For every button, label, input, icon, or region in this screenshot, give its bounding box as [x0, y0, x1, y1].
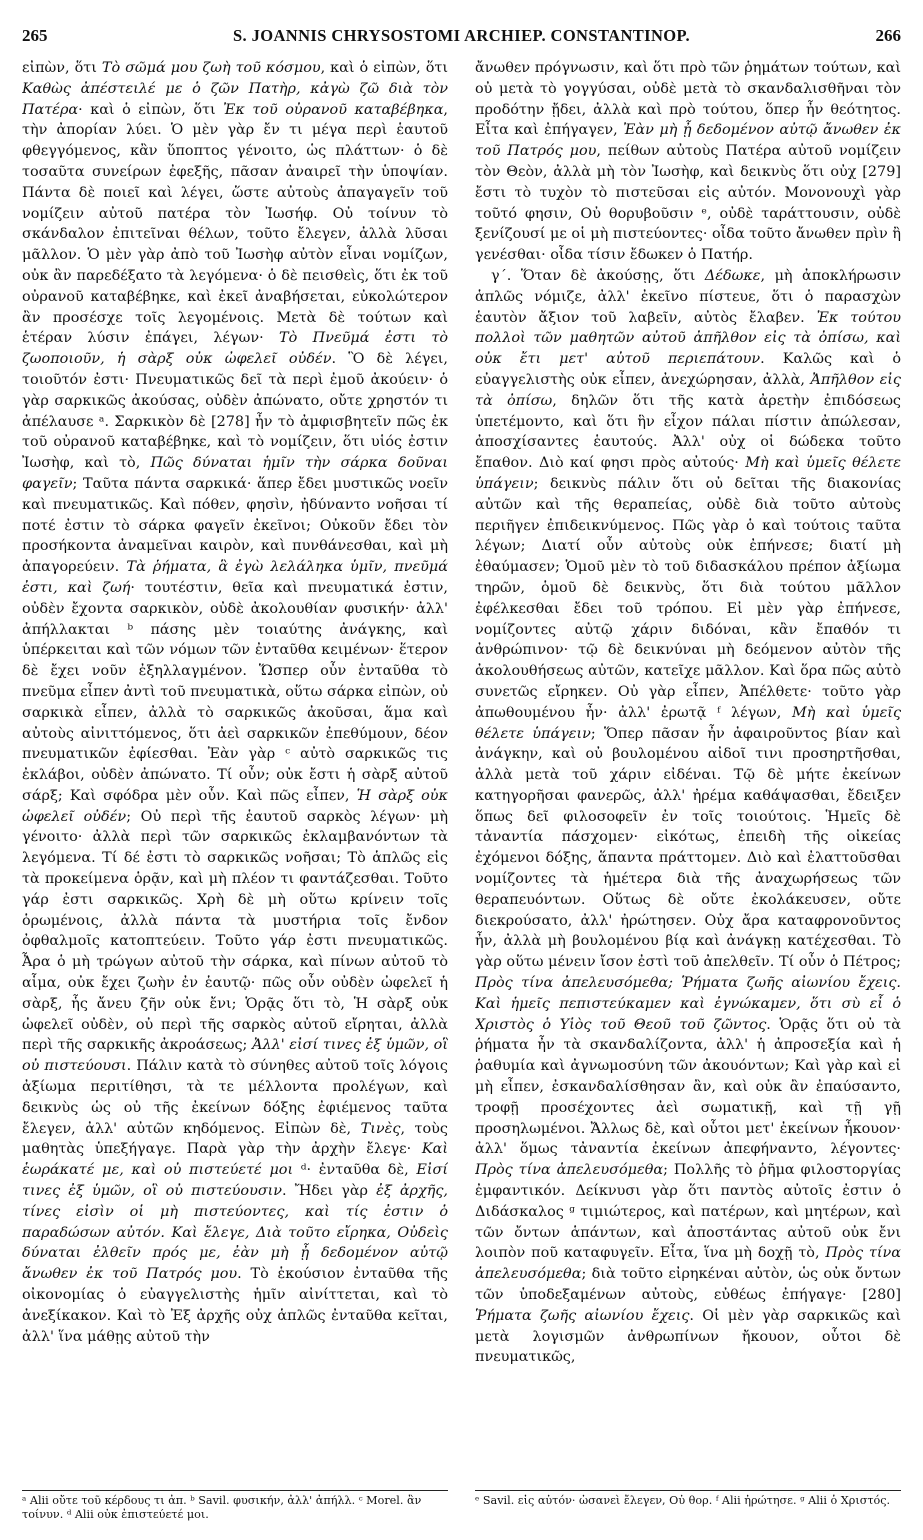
- text-run: . Καλῶς καὶ ὁ εὐαγγελιστὴς οὐκ εἶπεν, ἀνεχώρησαν, ἀλλὰ,: [475, 351, 901, 388]
- text-run: , τὴν ἀπορίαν λύει. Ὁ μὲν γὰρ ἔν τι μέγα περὶ ἑαυτοῦ φθεγγόμενος, κἂν ὕποπτος γένοιτο, ὡς πλάττων· ὁ δὲ τοσαῦτα συνείρων ἐφεξῆς, πᾶσαν ἀναιρεῖ τὴν ὑποψίαν. Πάντα δὲ ποιεῖ καὶ λέγει, ὥστε αὐτοὺς ἀπαγαγεῖν τοῦ νομίζειν αὐτοῦ πατέρα τὸν Ἰωσήφ. Οὐ τοίνυν τὸ σκάνδαλον ἐπιτεῖναι θέλων, τοῦτο ἔλεγεν, ἀλλὰ λῦσαι μᾶλλον. Ὁ μὲν γὰρ ἀπὸ τοῦ Ἰωσὴφ αὐτὸν εἶναι νομίζων, οὐκ ἂν παρεδέξατο τὰ λεγόμενα· ὁ δὲ πεισθεὶς, ὅτι ἐκ τοῦ οὐρανοῦ καταβέβηκε, καὶ ἐκεῖ ἀναβήσεται, εὐκολώτερον ἂν προσέσχε τοῖς λεγομένοις. Μετὰ δὲ τούτων καὶ ἑτέραν λύσιν ἐπάγει, λέγων·: [22, 101, 448, 347]
- text-run: . Ὃ δὲ λέγει, τοιοῦτόν ἐστι· Πνευματικῶς δεῖ τὰ περὶ ἐμοῦ ἀκούειν· ὁ γὰρ σαρκικῶς ἀκούσας, οὐδὲν ἀπώνατο, οὔτε χρηστόν τι ἀπέλαυσε ᵃ. Σαρκικὸν δὲ [278] ἦν τὸ ἀμφισβητεῖν πῶς ἐκ τοῦ οὐρανοῦ καταβέβηκε, καὶ τὸ νομίζειν, ὅτι υἱός ἐστιν Ἰωσὴφ, καὶ τὸ,: [22, 351, 448, 472]
- paragraph: [22, 58, 448, 1347]
- two-column-body: [22, 58, 901, 1533]
- text-run: , καὶ ὁ εἰπὼν, ὅτι: [320, 60, 448, 76]
- scripture-quote: Δέδωκε: [704, 267, 761, 284]
- footnote: ᵉ Savil. εἰς αὐτόν· ὡσανεὶ ἔλεγεν, Οὐ θορ. ᶠ Alii ἠρώτησε. ᵍ Alii ὁ Χριστός.: [475, 1494, 891, 1507]
- text-run: , τοὺς μαθητὰς ὑπεξήγαγε. Παρὰ γὰρ τὴν ἀρχὴν ἔλεγε·: [22, 1120, 448, 1158]
- text-run: · τουτέστιν, θεῖα καὶ πνευματικά ἐστιν, οὐδὲν ἔχοντα σαρκικὸν, οὐδὲ ἀκολουθίαν φυσικήν· ἀλλ' ἀπήλλακται ᵇ πάσης μὲν τοιαύτης ἀνάγκης, καὶ ὑπέρκειται καὶ τῶν νόμων τῶν ἐνταῦθα κειμένων· ἕτερον δὲ ἔχει νοῦν ἐξηλλαγμένον. Ὥσπερ οὖν ἐνταῦθα τὸ πνεῦμα εἶπεν ἀντὶ τοῦ πνευματικὰ, οὕτω σάρκα εἰπὼν, οὐ σαρκικὰ εἶπεν, ἀλλὰ τὸ σαρκικῶς ἀκοῦσαι, ἅμα καὶ αὐτοὺς αἰνιττόμενος, ὅτι ἀεὶ σαρκικῶν ἐπεθύμουν, δέον πνευματικῶν ἐφίεσθαι. Ἐὰν γὰρ ᶜ αὐτὸ σαρκικῶς τις ἐκλάβοι, οὐδὲν ἀπώνατο. Τί οὖν; οὐκ ἔστι ἡ σὰρξ αὐτοῦ σάρξ; Καὶ σφόδρα μὲν οὖν. Καὶ πῶς εἶπεν,: [22, 579, 448, 804]
- text-run: . Οἱ μὲν γὰρ σαρκικῶς καὶ μετὰ λογισμῶν ἀνθρωπίνων ἤκουον, οὗτοι δὲ πνευματικῶς,: [475, 1307, 901, 1366]
- scripture-quote: Ῥήματα ζωῆς αἰωνίου ἔχεις: [475, 1307, 690, 1324]
- scripture-quote: Πῶς δύναται ἡμῖν τὴν σάρκα δοῦναι φαγεῖν: [22, 455, 448, 492]
- text-run: ; δεικνὺς πάλιν ὅτι οὐ δεῖται τῆς διακονίας αὐτῶν καὶ τῆς θεραπείας, οὐδὲ διὰ τοῦτο αὐτοὺς περιῆγεν ἐπιδεικνύμενος. Πῶς γὰρ ὁ καὶ τούτοις ταῦτα λέγων; Διατί οὖν αὐτοὺς οὐκ ἐπήνεσε; διατί μὴ ἐθαύμασεν; Ὁμοῦ μὲν τὸ τοῦ διδασκάλου πρέπον ἀξίωμα τηρῶν, ὁμοῦ δὲ δεικνὺς, ὅτι διὰ τούτου μᾶλλον ἐφέλκεσθαι ἔδει τοῦ τρόπου. Εἰ μὲν γὰρ ἐπήνεσε, νομίζοντες αὐτῷ χάριν διδόναι, κἂν ἔπαθόν τι ἀνθρώπινον· τῷ δὲ δεικνύναι μὴ δεόμενον αὐτὸν τῆς ἀκολουθήσεως αὐτῶν, κατεῖχε μᾶλλον. Καὶ ὅρα πῶς αὐτὸ συνετῶς εἴρηκεν. Οὐ γὰρ εἶπεν, Ἀπέλθετε· τοῦτο γὰρ ἀπωθουμένου ἦν· ἀλλ' ἐρωτᾷ ᶠ λέγων,: [475, 475, 901, 721]
- scripture-quote: Πρὸς τίνα ἀπελευσόμεθα: [475, 1245, 901, 1283]
- left-column: [22, 58, 448, 1533]
- left-footnotes: [22, 1490, 448, 1522]
- text-run: ; Ταῦτα πάντα σαρκικά· ἅπερ ἔδει μυστικῶς νοεῖν καὶ πνευματικῶς. Καὶ πόθεν, φησὶν, ἠδύναντο νοῆσαι τί ποτέ ἐστιν τὸ σάρκα φαγεῖν ἐκεῖνοι; Οὐκοῦν ἔδει τὸν προσήκοντα ἀναμεῖναι καιρὸν, καὶ πυνθάνεσθαι, καὶ μὴ ἀπαγορεύειν.: [22, 475, 448, 576]
- scripture-quote: Ἡ σὰρξ οὐκ ὠφελεῖ οὐδέν: [22, 787, 448, 825]
- right-column: [475, 58, 901, 1533]
- scripture-quote: ἐξ ἀρχῆς, τίνες εἰσὶν οἱ μὴ πιστεύοντες, καὶ τίς ἐστιν ὁ παραδώσων αὐτόν. Καὶ ἔλεγε, Διὰ τοῦτο εἴρηκα, Οὐδεὶς δύναται ἐλθεῖν πρός με, ἐὰν μὴ ᾖ δεδομένον αὐτῷ ἄνωθεν ἐκ τοῦ Πατρός μου: [22, 1183, 448, 1283]
- text-run: εἰπὼν, ὅτι: [22, 60, 102, 76]
- scripture-quote: Ἐὰν μὴ ᾖ δεδομένον αὐτῷ ἄνωθεν ἐκ τοῦ Πατρός μου: [475, 122, 901, 160]
- scripture-quote: Ἐκ τούτου πολλοὶ τῶν μαθητῶν αὐτοῦ ἀπῆλθον εἰς τὰ ὀπίσω, καὶ οὐκ ἔτι μετ' αὐτοῦ περιεπάτουν: [475, 309, 901, 368]
- text-run: ; Ὅπερ πᾶσαν ἦν ἀφαιροῦντος βίαν καὶ ἀνάγκην, καὶ οὐ βουλομένου αἰδοῖ τινι προσηρτῆσθαι, ἀλλὰ μετὰ τοῦ χάριν εἰδέναι. Τῷ δὲ μήτε ἐκείνων κατηγορῆσαι φανερῶς, ἀλλ' ἠρέμα καθάψασθαι, ἔδειξεν ὅπως δεῖ φιλοσοφεῖν ἐν τοῖς τοιούτοις. Ἡμεῖς δὲ τἀναντία πάσχομεν· εἰκότως, ἐπειδὴ τῆς οἰκείας ἐχόμενοι δόξης, ἅπαντα πράττομεν. Διὸ καὶ ἐλαττοῦσθαι νομίζοντες τὰ ἡμέτερα διὰ τῆς ἀναχωρήσεως τῶν θεραπευόντων. Οὕτως δὲ οὔτε ἐκολάκευσεν, οὔτε διεκρούσατο, ἀλλ' ἠρώτησεν. Οὐχ ἄρα καταφρονοῦντος ἦν, ἀλλὰ μὴ βουλομένου βίᾳ καὶ ἀνάγκῃ κατέχεσθαι. Τὸ γὰρ οὕτω μένειν ἴσον ἐστὶ τοῦ ἀπελθεῖν. Τί οὖν ὁ Πέτρος;: [475, 725, 901, 971]
- text-run: . Τὸ ἑκούσιον ἐνταῦθα τῆς οἰκονομίας ὁ εὐαγγελιστὴς ἡμῖν αἰνίττεται, καὶ τὸ ἀνεξίκακον. Καὶ τὸ Ἐξ ἀρχῆς οὐχ ἁπλῶς ἐνταῦθα κεῖται, ἀλλ' ἵνα μάθῃς αὐτοῦ τὴν: [22, 1266, 448, 1345]
- scripture-quote: Μὴ καὶ ὑμεῖς θέλετε ὑπάγειν: [475, 704, 901, 742]
- running-title: S. JOANNIS CHRYSOSTOMI ARCHIEP. CONSTANTINOP.: [232, 26, 691, 45]
- left-column-text: [22, 58, 448, 1490]
- text-run: γ΄. Ὅταν δὲ ἀκούσῃς, ὅτι: [491, 267, 705, 284]
- text-run: , μὴ ἀποκλήρωσιν ἁπλῶς νόμιζε, ἀλλ' ἐκεῖνο πίστευε, ὅτι ὁ παρασχὼν ἑαυτὸν ἄξιον τοῦ λαβεῖν, αὐτὸς ἔλαβεν.: [475, 267, 901, 326]
- text-run: . Ἤδει γὰρ: [282, 1183, 377, 1200]
- scripture-quote: Ἀλλ' εἰσί τινες ἐξ ὑμῶν, οἳ οὐ πιστεύουσι: [22, 1037, 448, 1075]
- paragraph: [475, 266, 901, 1368]
- text-run: ᵈ· ἐνταῦθα δὲ,: [293, 1162, 417, 1179]
- paragraph: [475, 58, 901, 266]
- scripture-quote: Μὴ καὶ ὑμεῖς θέλετε ὑπάγειν: [475, 455, 901, 492]
- scripture-quote: Τινὲς: [360, 1120, 401, 1137]
- text-run: ; διὰ τοῦτο εἰρηκέναι αὐτὸν, ὡς οὐκ ὄντων τῶν ὑποδεξαμένων αὐτοὺς, εὐθέως ἐπήγαγε· [280]: [475, 1266, 901, 1304]
- scripture-quote: Τὸ σῶμά μου ζωὴ τοῦ κόσμου: [101, 60, 321, 76]
- right-column-text: [475, 58, 901, 1490]
- scripture-quote: Εἰσί τινες ἐξ ὑμῶν, οἳ οὐ πιστεύουσιν: [22, 1162, 448, 1200]
- scripture-quote: Τὸ Πνεῦμά ἐστι τὸ ζωοποιοῦν, ἡ σὰρξ οὐκ ὠφελεῖ οὐδέν: [22, 330, 448, 368]
- page-number-left: 265: [22, 26, 48, 45]
- scripture-quote: Καθὼς ἀπέστειλέ με ὁ ζῶν Πατὴρ, κἀγὼ ζῶ διὰ τὸν Πατέρα: [22, 80, 448, 118]
- scripture-quote: Πρὸς τίνα ἀπελευσόμεθα; Ῥήματα ζωῆς αἰωνίου ἔχεις. Καὶ ἡμεῖς πεπιστεύκαμεν καὶ ἐγνώκαμεν, ὅτι σὺ εἶ ὁ Χριστὸς ὁ Υἱὸς τοῦ Θεοῦ τοῦ ζῶντος: [475, 975, 901, 1033]
- running-header: [22, 26, 901, 50]
- scripture-quote: Τὰ ῥήματα, ἃ ἐγὼ λελάληκα ὑμῖν, πνεῦμά ἐστι, καὶ ζωή: [22, 559, 448, 596]
- text-run: . Πάλιν κατὰ τὸ σύνηθες αὐτοῦ τοῖς λόγοις ἀξίωμα περιτίθησι, τὰ τε μέλλοντα προλέγων, καὶ δεικνὺς ὡς οὐ τῆς ἐκείνων δόξης ἐφιέμενος ταῦτα ἔλεγεν, ἀλλ' αὐτῶν κηδόμενος. Εἰπὼν δὲ,: [22, 1058, 448, 1137]
- text-run: ; Οὐ περὶ τῆς ἑαυτοῦ σαρκὸς λέγων· μὴ γένοιτο· ἀλλὰ περὶ τῶν σαρκικῶς ἐκλαμβανόντων τὰ λεγόμενα. Τί δέ ἐστι τὸ σαρκικῶς νοῆσαι; Τὸ ἁπλῶς εἰς τὰ προκείμενα ὁρᾷν, καὶ μὴ πλέον τι φαντάζεσθαι. Τοῦτο γάρ ἐστι σαρκικῶς. Χρὴ δὲ μὴ οὕτω κρίνειν τοῖς ὁρωμένοις, ἀλλὰ πάντα τὰ μυστήρια τοῖς ἔνδον ὀφθαλμοῖς κατοπτεύειν. Τοῦτο γάρ ἐστι πνευματικῶς. Ἆρα ὁ μὴ τρώγων αὐτοῦ τὴν σάρκα, καὶ πίνων αὐτοῦ τὸ αἷμα, οὐκ ἔχει ζωὴν ἐν ἑαυτῷ· πῶς οὖν οὐδὲν ὠφελεῖ ἡ σὰρξ, ἧς ἄνευ ζῆν οὐκ ἔνι; Ὁρᾷς ὅτι τὸ, Ἡ σὰρξ οὐκ ὠφελεῖ οὐδὲν, οὐ περὶ τῆς σαρκὸς αὐτοῦ εἴρηται, ἀλλὰ περὶ τῆς σαρκικῆς ἀκροάσεως;: [22, 808, 448, 1054]
- text-run: , δηλῶν ὅτι τῆς κατὰ ἀρετὴν ἐπιδόσεως ὑπετέμοντο, καὶ ὅτι ἣν εἶχον πάλαι πίστιν ἀπώλεσαν, ἀποσχίσαντες ἑαυτούς. Ἀλλ' οὐχ οἱ δώδεκα τοῦτο ἔπαθον. Διὸ καί φησι πρὸς αὐτούς·: [475, 392, 901, 472]
- text-run: , πείθων αὐτοὺς Πατέρα αὐτοῦ νομίζειν τὸν Θεὸν, ἀλλὰ μὴ τὸν Ἰωσὴφ, καὶ δεικνὺς ὅτι οὐχ [279] ἔστι τὸ τυχὸν τὸ πιστεῦσαι εἰς αὐτόν. Μονονουχὶ γὰρ τοῦτό φησιν, Οὐ θορυβοῦσιν ᵉ, οὐδὲ ταράττουσιν, οὐδὲ ξενίζουσί με οἱ μὴ πιστεύοντες· οἶδα τοῦτο ἄνωθεν πρὶν ἢ γενέσθαι· οἶδα τίσιν ἔδωκεν ὁ Πατήρ.: [475, 143, 901, 264]
- text-run: · καὶ ὁ εἰπὼν, ὅτι: [78, 101, 224, 118]
- text-run: . Ὁρᾷς ὅτι οὐ τὰ ῥήματα ἦν τὰ σκανδαλίζοντα, ἀλλ' ἡ ἀπροσεξία καὶ ἡ ῥαθυμία καὶ ἀγνωμοσύνη τῶν ἀκουόντων; Καὶ γὰρ καὶ εἰ μὴ εἶπεν, ἐσκανδαλίσθησαν ἂν, καὶ οὐκ ἂν ἐπαύσαντο, τροφῇ προσέχοντες ἀεὶ σωματικῇ, καὶ τῇ γῇ προσηλωμένοι. Ἄλλως δὲ, καὶ οὗτοι μετ' ἐκείνων ἦκουον· ἀλλ' ὅμως τἀναντία ἐκείνων ἀπεφήναντο, λέγοντες·: [475, 1016, 901, 1158]
- right-footnotes: [475, 1490, 901, 1508]
- scripture-quote: Ἐκ τοῦ οὐρανοῦ καταβέβηκα: [223, 101, 444, 118]
- footnote: ᵃ Alii οὔτε τοῦ κέρδους τι ἀπ. ᵇ Savil. φυσικήν, ἀλλ' ἀπήλλ. ᶜ Morel. ἂν τοίνυν. ᵈ Alii οὐκ ἐπιστεύετέ μοι.: [22, 1494, 422, 1521]
- scripture-quote: Πρὸς τίνα ἀπελευσόμεθα: [475, 1162, 664, 1179]
- scripture-quote: Καὶ ἑωράκατέ με, καὶ οὐ πιστεύετέ μοι: [22, 1141, 448, 1179]
- text-run: ; Πολλῆς τὸ ῥῆμα φιλοστοργίας ἐμφαντικόν. Δείκνυσι γὰρ ὅτι παντὸς αὐτοῖς ἐστιν ὁ Διδάσκαλος ᵍ τιμιώτερος, καὶ πατέρων, καὶ μητέρων, καὶ τῶν ὄντων ἁπάντων, καὶ ἀποστάντας αὐτοῦ οὐκ ἔνι λοιπὸν ποῦ καταφυγεῖν. Εἶτα, ἵνα μὴ δοχῇ τὸ,: [475, 1162, 901, 1262]
- scripture-quote: Ἀπῆλθον εἰς τὰ ὀπίσω: [475, 371, 901, 409]
- text-run: ἄνωθεν πρόγνωσιν, καὶ ὅτι πρὸ τῶν ῥημάτων τούτων, καὶ οὐ μετὰ τὸ γογγύσαι, οὐδὲ μετὰ τὸ σκανδαλισθῆναι τὸν προδότην ᾔδει, ἀλλὰ καὶ πρὸ τούτου, ὅπερ ἦν θεότητος. Εἶτα καὶ ἐπήγαγεν,: [475, 60, 901, 139]
- page-number-right: 266: [875, 26, 901, 45]
